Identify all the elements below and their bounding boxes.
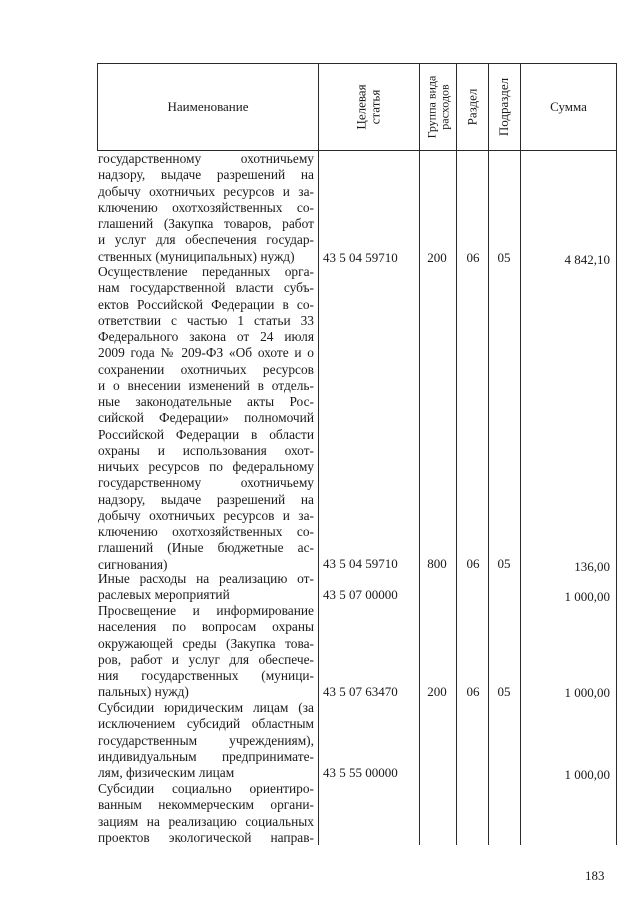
column-divider-group (456, 63, 457, 845)
header-article (319, 63, 419, 150)
table-cell-subsection: 05 (497, 684, 511, 699)
table-row-name: Иные расходы на реализацию от- раслевых мероприятий (98, 571, 314, 603)
page-number: 183 (585, 868, 605, 883)
table-cell-sum: 136,00 (574, 559, 610, 574)
column-divider-name (318, 63, 319, 845)
table-cell-group: 200 (427, 250, 447, 265)
column-divider-section (488, 63, 489, 845)
header-sum (521, 63, 616, 150)
header-sum-label: Сумма (550, 98, 587, 114)
table-cell-article: 43 5 07 63470 (323, 684, 398, 699)
table-row-name: Осуществление переданных орга- нам государственной власти субъ- ектов Российской Федерации в со- ответствии с частью 1 статьи 33 Федерального закона от 24 июля 2009 года № 209-ФЗ «Об охоте и о сохранении охотничьих ресурсов и о внесении изменений в отдель- ные законодательные акты Рос- сийской Федерации» полномочий Российской Федерации в области охраны и использования охот- ничьих ресурсов по федеральному государственному охотничьему надзору, выдаче разрешений на добычу охотничьих ресурсов и за- ключению охотхозяйственных со- глашений (Иные бюджетные ас- сигнования) (98, 264, 314, 572)
table-right-border (616, 63, 617, 845)
table-cell-group: 200 (427, 684, 447, 699)
header-subsection-label: Подраздел (496, 77, 512, 136)
table-cell-section: 06 (466, 556, 480, 571)
table-cell-sum: 1 000,00 (564, 685, 610, 700)
table-cell-section: 06 (466, 684, 480, 699)
header-group (420, 63, 456, 150)
header-section (457, 63, 488, 150)
table-cell-article: 43 5 04 59710 (323, 250, 398, 265)
table-cell-sum: 1 000,00 (564, 589, 610, 604)
column-divider-subsection (520, 63, 521, 845)
header-article-label: Целевая статья (353, 83, 383, 130)
table-cell-sum: 4 842,10 (564, 252, 610, 267)
table-cell-group: 800 (427, 556, 447, 571)
table-cell-article: 43 5 55 00000 (323, 765, 398, 780)
header-group-label: Группа вида расходов (424, 75, 451, 138)
header-name (98, 63, 318, 150)
table-row-name: государственному охотничьему надзору, выдаче разрешений на добычу охотничьих ресурсов и за- ключению охотхозяйственных со- глашений (Закупка товаров, работ и услуг для обеспечения государ- ственных (муниципальных) нужд) (98, 151, 314, 264)
table-row-name: Просвещение и информирование населения по вопросам охраны окружающей среды (Закупка това- ров, работ и услуг для обеспече- ния государственных (муници- пальных) нужд) (98, 603, 314, 700)
table-cell-article: 43 5 07 00000 (323, 587, 398, 602)
table-cell-sum: 1 000,00 (564, 767, 610, 782)
table-cell-subsection: 05 (497, 556, 511, 571)
column-divider-article (419, 63, 420, 845)
header-section-label: Раздел (464, 88, 480, 125)
table-row-name: Субсидии социально ориентиро- ванным некоммерческим органи- зациям на реализацию социальных проектов экологической направ- (98, 781, 314, 845)
table-row-name: Субсидии юридическим лицам (за исключением субсидий областным государственным учреждениям), индивидуальным предпринимате- лям, физическим лицам (98, 700, 314, 780)
table-cell-section: 06 (466, 250, 480, 265)
table-cell-subsection: 05 (497, 250, 511, 265)
header-subsection (489, 63, 520, 150)
header-name-label: Наименование (167, 98, 249, 114)
table-cell-article: 43 5 04 59710 (323, 556, 398, 571)
